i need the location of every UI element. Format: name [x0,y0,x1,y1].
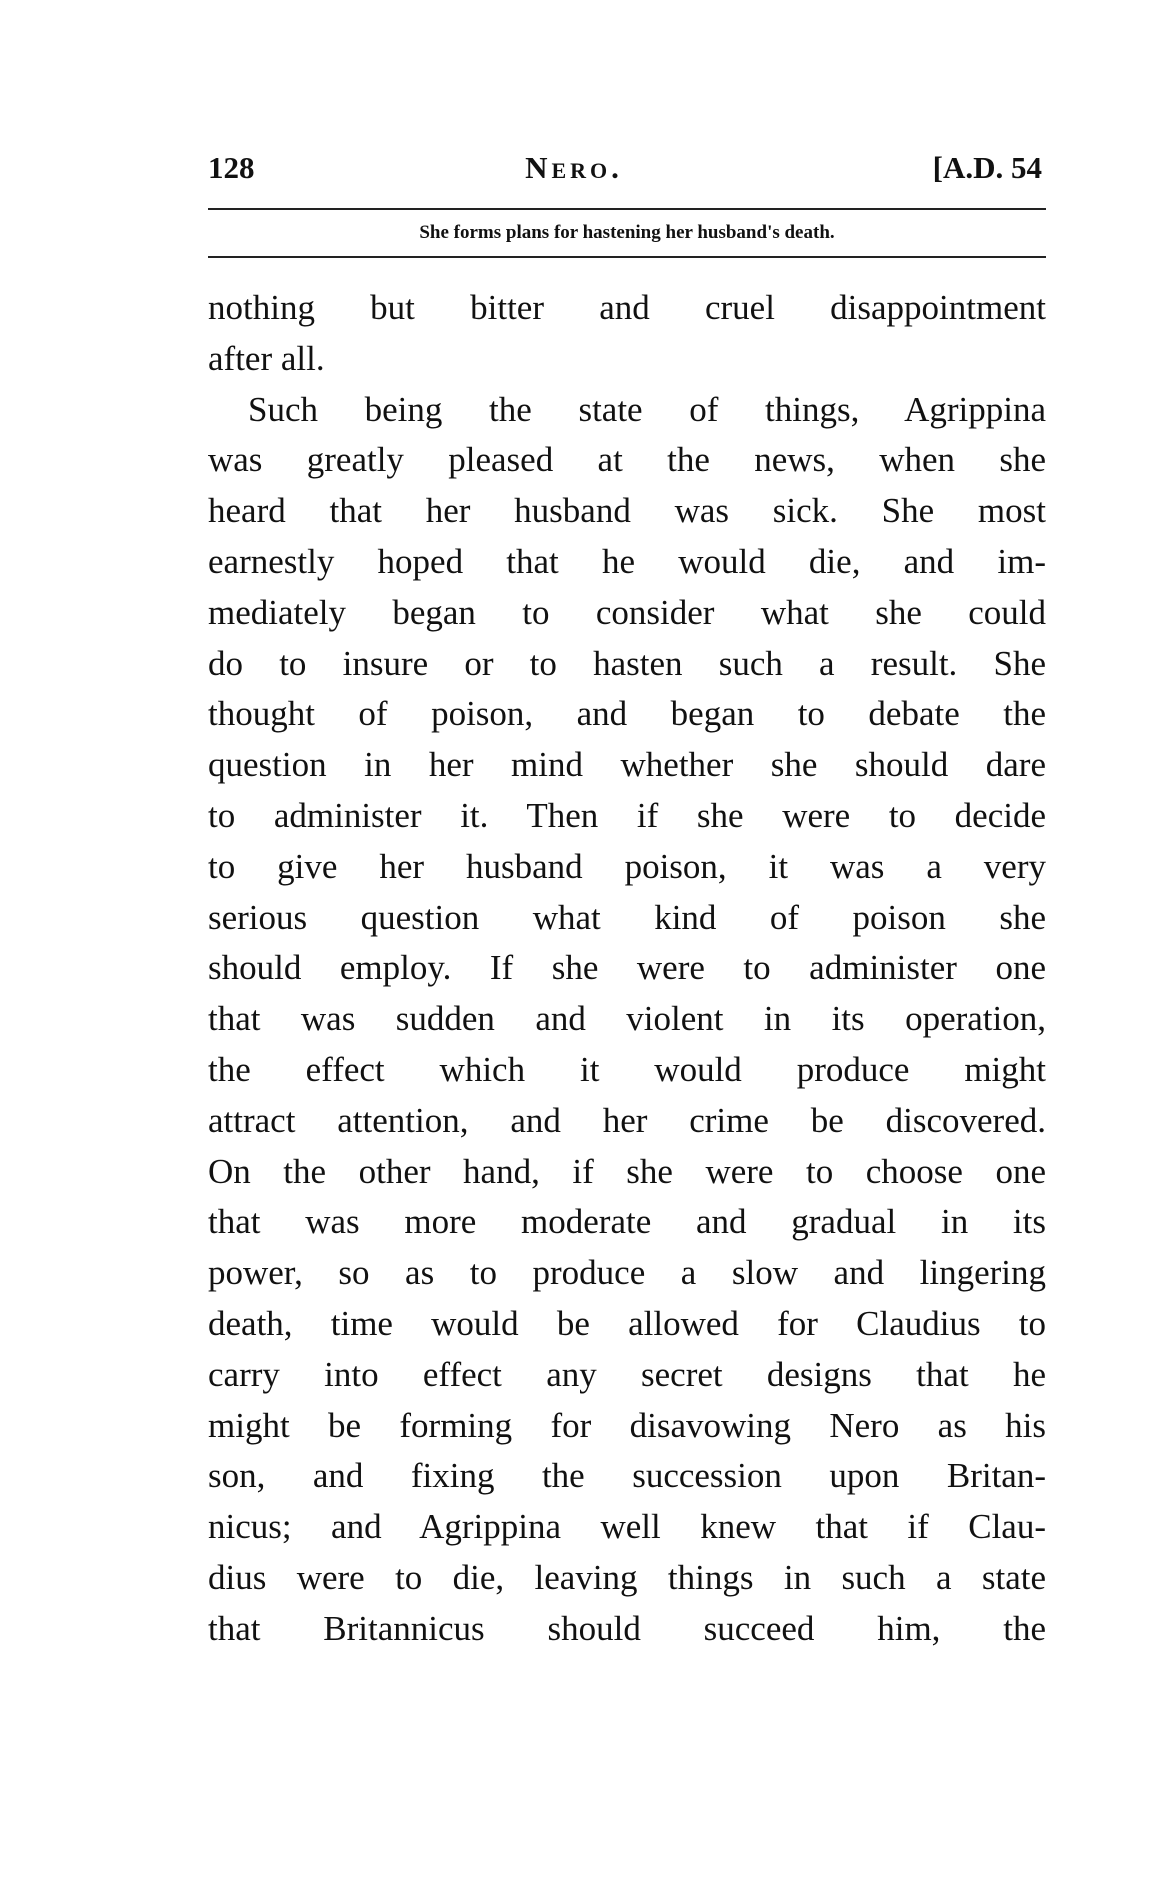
text-line: earnestly hoped that he would die, and im- [208,541,1046,581]
text-line: that was sudden and violent in its operation, [208,999,1046,1039]
text-line: dius were to die, leaving things in such a state [208,1557,1046,1597]
text-line: son, and fixing the succession upon Britan- [208,1456,1046,1496]
text-line: death, time would be allowed for Claudius to [208,1303,1046,1343]
text-line: serious question what kind of poison she [208,897,1046,937]
text-line: question in her mind whether she should dare [208,745,1046,785]
page-subtitle: She forms plans for hastening her husband's death. [419,222,835,243]
text-line: attract attention, and her crime be discovered. [208,1100,1046,1140]
text-line: might be forming for disavowing Nero as his [208,1405,1046,1445]
text-line: nothing but bitter and cruel disappointment [208,288,1046,327]
text-line: carry into effect any secret designs that he [208,1354,1046,1394]
text-line: to give her husband poison, it was a very [208,846,1046,886]
text-line: that was more moderate and gradual in its [208,1202,1046,1242]
text-line: do to insure or to hasten such a result. She [208,643,1046,683]
text-line: mediately began to consider what she could [208,592,1046,632]
header-rule-bottom [208,256,1046,258]
running-title: Nero. [525,150,623,185]
text-line: that Britannicus should succeed him, the [208,1608,1046,1648]
text-line: was greatly pleased at the news, when she [208,440,1046,480]
text-line: after all. [208,338,325,378]
page-number: 128 [208,150,255,185]
text-line: the effect which it would produce might [208,1049,1046,1089]
text-line: power, so as to produce a slow and lingering [208,1253,1046,1293]
text-line: heard that her husband was sick. She most [208,491,1046,531]
date-marker: [A.D. 54 [932,150,1042,185]
text-line: On the other hand, if she were to choose one [208,1151,1046,1191]
text-line: Such being the state of things, Agrippina [248,389,1046,429]
text-line: to administer it. Then if she were to decide [208,795,1046,835]
text-line: nicus; and Agrippina well knew that if Clau- [208,1507,1046,1547]
text-line: thought of poison, and began to debate the [208,694,1046,734]
header-rule-top [208,208,1046,210]
body-text [208,283,1046,1655]
text-line: should employ. If she were to administer one [208,948,1046,988]
